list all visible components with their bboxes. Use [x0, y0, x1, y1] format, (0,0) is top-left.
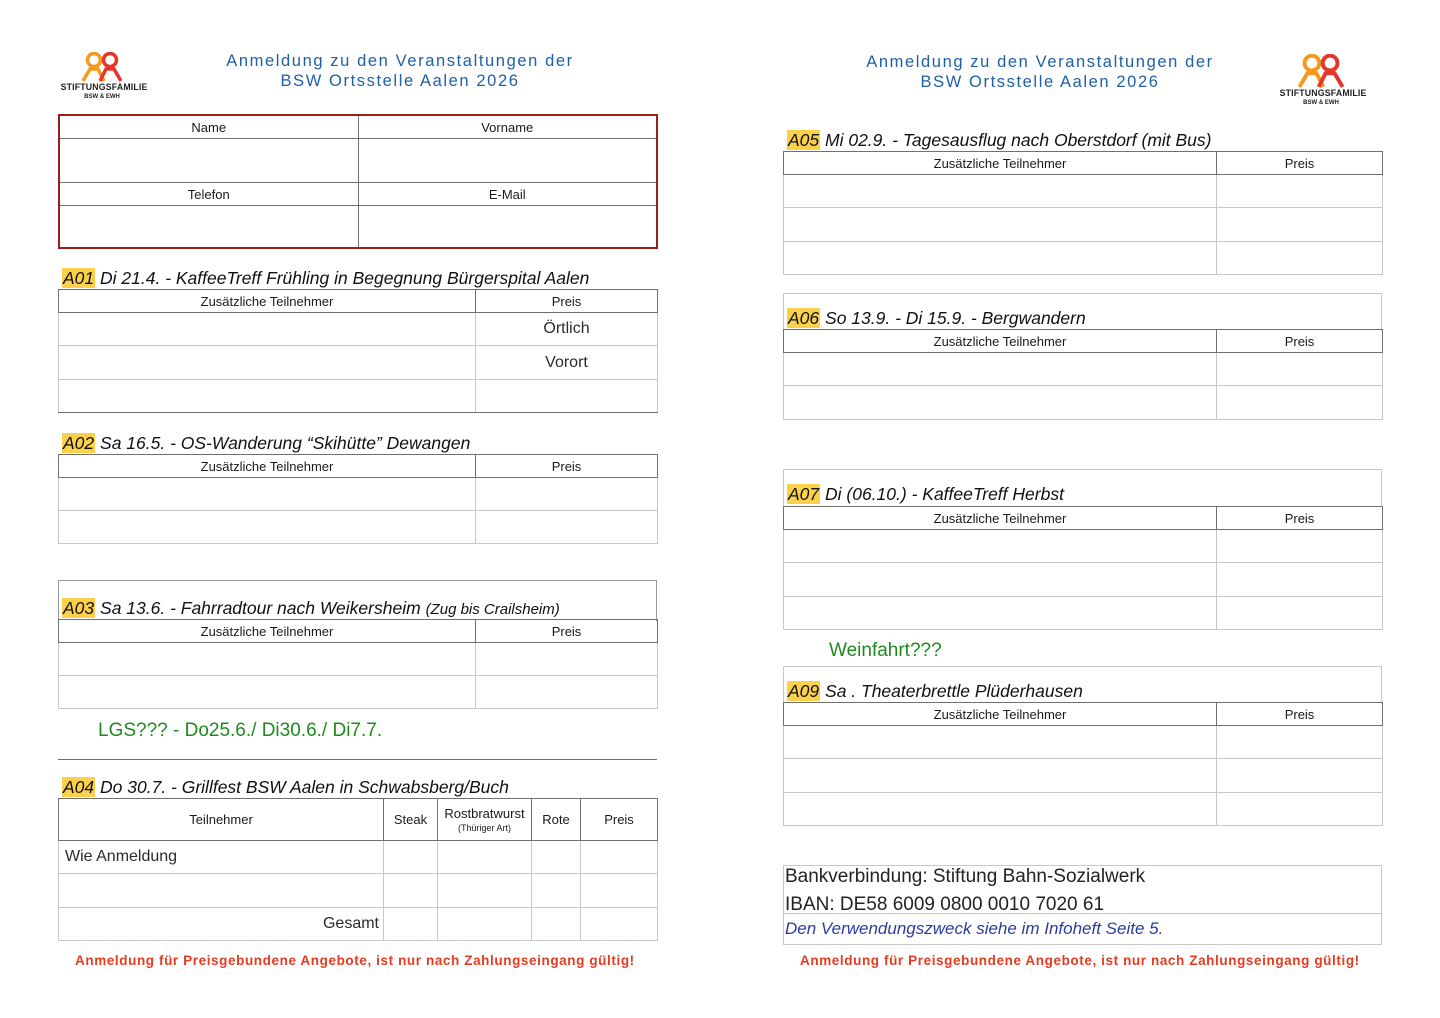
- col-teilnehmer: Zusätzliche Teilnehmer: [59, 455, 476, 478]
- bank-line1: Bankverbindung: Stiftung Bahn-Sozialwerk: [785, 866, 1146, 887]
- name-field[interactable]: [59, 139, 358, 183]
- price-cell[interactable]: [1217, 386, 1383, 420]
- col-preis: Preis: [1217, 703, 1383, 726]
- price-cell[interactable]: [581, 841, 658, 874]
- col-preis: Preis: [476, 290, 658, 313]
- participant-cell[interactable]: [784, 793, 1217, 826]
- event-a02-title: A02 Sa 16.5. - OS-Wanderung “Skihütte” Dewangen: [63, 433, 471, 453]
- name-label: Name: [59, 115, 358, 139]
- event-note: (Zug bis Crailsheim): [425, 601, 560, 618]
- price-total-cell[interactable]: [581, 908, 658, 941]
- price-cell[interactable]: [1217, 563, 1383, 597]
- lgs-note: LGS??? - Do25.6./ Di30.6./ Di7.7.: [98, 720, 383, 741]
- col-preis: Preis: [476, 620, 658, 643]
- rostbratwurst-total-cell[interactable]: [438, 908, 532, 941]
- email-field[interactable]: [358, 206, 657, 248]
- divider: [58, 759, 657, 760]
- header-line2: BSW Ortsstelle Aalen 2026: [920, 73, 1160, 91]
- price-cell: Vorort: [476, 346, 658, 380]
- event-a05-title: A05 Mi 02.9. - Tagesausflug nach Oberstdorf (mit Bus): [788, 130, 1212, 150]
- header-line2: BSW Ortsstelle Aalen 2026: [280, 72, 520, 90]
- header-left: [190, 51, 610, 91]
- vorname-label: Vorname: [358, 115, 657, 139]
- event-a09-table: [783, 702, 1383, 826]
- logo-sub: BSW & EWH: [84, 94, 120, 100]
- event-a06-title: A06 So 13.9. - Di 15.9. - Bergwandern: [788, 308, 1086, 328]
- participant-cell[interactable]: [59, 380, 476, 413]
- price-cell[interactable]: [1217, 726, 1383, 759]
- event-a04-title: A04 Do 30.7. - Grillfest BSW Aalen in Schwabsberg/Buch: [63, 777, 509, 797]
- bank-box: [783, 865, 1382, 945]
- steak-cell[interactable]: [384, 874, 438, 908]
- email-label: E-Mail: [358, 183, 657, 206]
- col-teilnehmer: Zusätzliche Teilnehmer: [784, 507, 1217, 530]
- event-a04-table: [58, 798, 658, 941]
- participant-cell[interactable]: [784, 353, 1217, 386]
- footer-left: Anmeldung für Preisgebundene Angebote, ist nur nach Zahlungseingang gültig!: [75, 953, 635, 968]
- col-teilnehmer: Zusätzliche Teilnehmer: [59, 620, 476, 643]
- vorname-field[interactable]: [358, 139, 657, 183]
- participant-cell[interactable]: [784, 597, 1217, 630]
- participant-cell[interactable]: [59, 313, 476, 346]
- two-persons-logo-icon: [1295, 54, 1347, 88]
- event-code: A03: [63, 598, 95, 618]
- price-cell[interactable]: [581, 874, 658, 908]
- header-right: [830, 52, 1250, 92]
- logo-right: [1276, 54, 1366, 114]
- col-rostbratwurst: Rostbratwurst (Thüriger Art): [438, 799, 532, 841]
- logo-left: [57, 52, 147, 112]
- event-a02-table: [58, 454, 658, 544]
- event-a03-table: [58, 619, 658, 709]
- col-teilnehmer: Zusätzliche Teilnehmer: [59, 290, 476, 313]
- col-preis: Preis: [581, 799, 658, 841]
- logo-name: STIFTUNGSFAMILIE: [60, 82, 148, 93]
- col-preis: Preis: [476, 455, 658, 478]
- price-cell[interactable]: [476, 478, 658, 511]
- rote-cell[interactable]: [532, 874, 581, 908]
- header-line1: Anmeldung zu den Veranstaltungen der: [226, 52, 574, 70]
- col-preis: Preis: [1217, 330, 1383, 353]
- participant-cell[interactable]: [784, 563, 1217, 597]
- rote-cell[interactable]: [532, 841, 581, 874]
- event-a06-table: [783, 329, 1383, 420]
- price-cell[interactable]: [1217, 759, 1383, 793]
- rostbratwurst-cell[interactable]: [438, 874, 532, 908]
- event-a01-table: [58, 289, 658, 413]
- event-code: A07: [788, 484, 820, 504]
- col-rote: Rote: [532, 799, 581, 841]
- price-cell: Örtlich: [476, 313, 658, 346]
- steak-cell[interactable]: [384, 841, 438, 874]
- rote-total-cell[interactable]: [532, 908, 581, 941]
- participant-cell[interactable]: [59, 874, 384, 908]
- event-a07-table: [783, 506, 1383, 630]
- participant-cell[interactable]: [784, 726, 1217, 759]
- event-a01-title: A01 Di 21.4. - KaffeeTreff Frühling in Begegnung Bürgerspital Aalen: [63, 268, 590, 288]
- price-cell[interactable]: [1217, 242, 1383, 275]
- event-a05-table: [783, 151, 1383, 275]
- col-teilnehmer: Zusätzliche Teilnehmer: [784, 152, 1217, 175]
- participant-cell[interactable]: [59, 511, 476, 544]
- price-cell[interactable]: [1217, 208, 1383, 242]
- event-code: A05: [788, 130, 820, 150]
- price-cell[interactable]: [476, 380, 658, 413]
- event-a03-title: A03 Sa 13.6. - Fahrradtour nach Weikersheim (Zug bis Crailsheim): [63, 598, 560, 618]
- logo-name: STIFTUNGSFAMILIE: [1279, 88, 1367, 99]
- telefon-field[interactable]: [59, 206, 358, 248]
- price-cell[interactable]: [1217, 793, 1383, 826]
- bank-iban: IBAN: DE58 6009 0800 0010 7020 61: [785, 894, 1105, 915]
- rostbratwurst-cell[interactable]: [438, 841, 532, 874]
- participant-cell[interactable]: [784, 530, 1217, 563]
- col-teilnehmer: Zusätzliche Teilnehmer: [784, 703, 1217, 726]
- price-cell[interactable]: [476, 676, 658, 709]
- participant-cell[interactable]: [784, 242, 1217, 275]
- participant-cell: Wie Anmeldung: [59, 841, 384, 874]
- participant-cell[interactable]: [59, 643, 476, 676]
- event-code: A02: [63, 433, 95, 453]
- logo-sub: BSW & EWH: [1303, 100, 1339, 106]
- event-code: A01: [63, 268, 95, 288]
- col-teilnehmer: Zusätzliche Teilnehmer: [784, 330, 1217, 353]
- participant-cell[interactable]: [784, 208, 1217, 242]
- col-steak: Steak: [384, 799, 438, 841]
- participant-cell[interactable]: [784, 386, 1217, 420]
- weinfahrt-note: Weinfahrt???: [829, 640, 942, 661]
- price-cell[interactable]: [1217, 353, 1383, 386]
- participant-cell[interactable]: [59, 346, 476, 380]
- two-persons-logo-icon: [80, 52, 124, 82]
- header-line1: Anmeldung zu den Veranstaltungen der: [866, 53, 1214, 71]
- total-label: Gesamt: [59, 908, 384, 941]
- participant-cell[interactable]: [59, 478, 476, 511]
- bank-purpose: Den Verwendungszweck siehe im Infoheft Seite 5.: [785, 919, 1164, 938]
- col-preis: Preis: [1217, 152, 1383, 175]
- event-a07-title: A07 Di (06.10.) - KaffeeTreff Herbst: [788, 484, 1064, 504]
- price-cell[interactable]: [1217, 597, 1383, 630]
- col-preis: Preis: [1217, 507, 1383, 530]
- price-cell[interactable]: [1217, 175, 1383, 208]
- event-code: A06: [788, 308, 820, 328]
- footer-right: Anmeldung für Preisgebundene Angebote, ist nur nach Zahlungseingang gültig!: [800, 953, 1360, 968]
- price-cell[interactable]: [476, 511, 658, 544]
- event-code: A04: [63, 777, 95, 797]
- telefon-label: Telefon: [59, 183, 358, 206]
- event-code: A09: [788, 681, 820, 701]
- participant-cell[interactable]: [784, 175, 1217, 208]
- price-cell[interactable]: [476, 643, 658, 676]
- col-teilnehmer: Teilnehmer: [59, 799, 384, 841]
- event-a09-title: A09 Sa . Theaterbrettle Plüderhausen: [788, 681, 1083, 701]
- participant-cell[interactable]: [59, 676, 476, 709]
- participant-cell[interactable]: [784, 759, 1217, 793]
- price-cell[interactable]: [1217, 530, 1383, 563]
- registration-table: [58, 114, 658, 249]
- steak-total-cell[interactable]: [384, 908, 438, 941]
